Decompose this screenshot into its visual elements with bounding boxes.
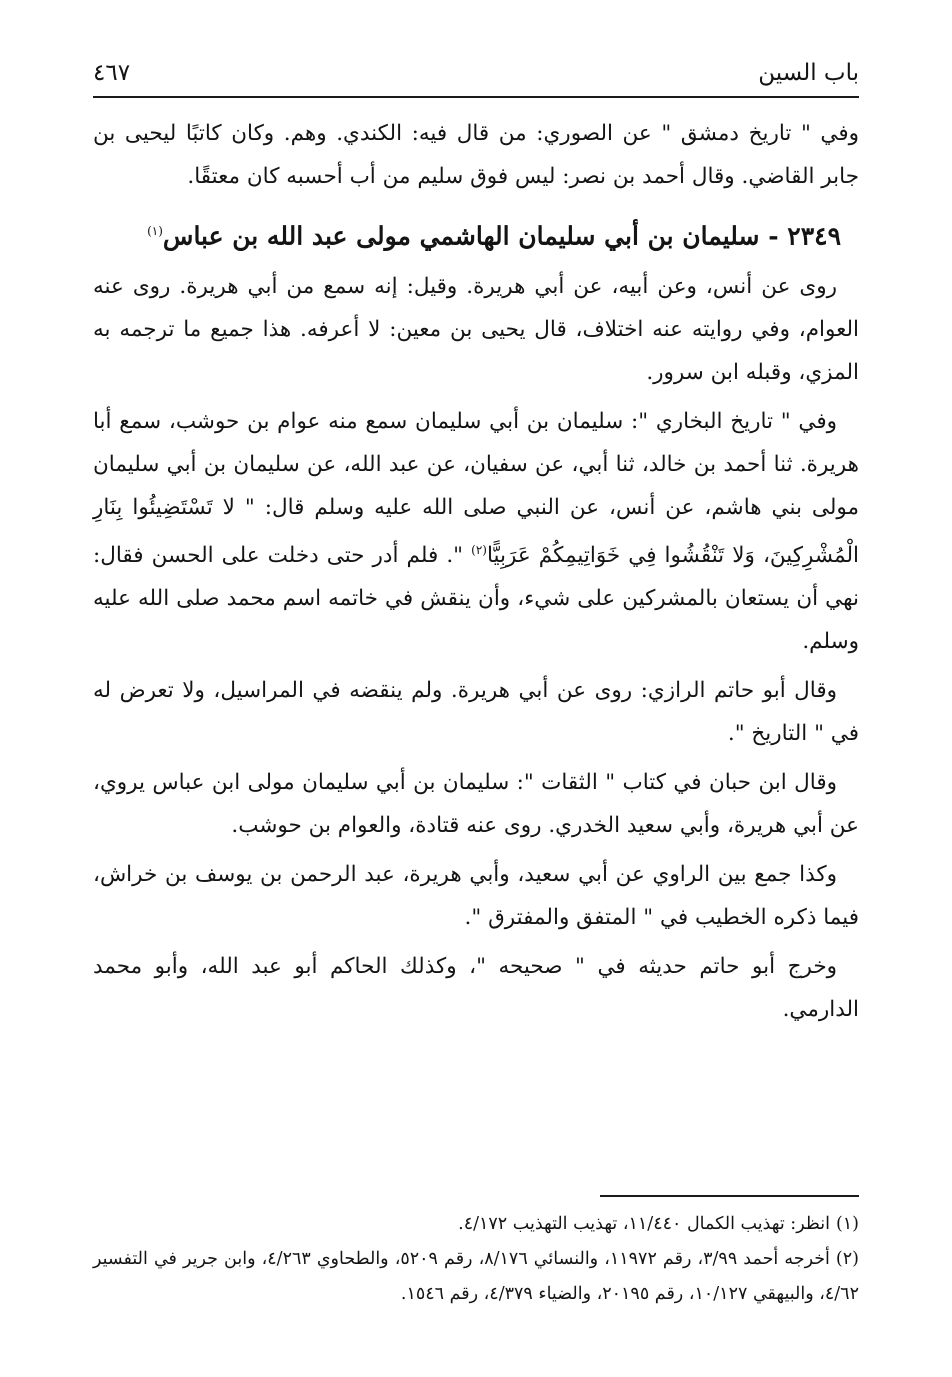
paragraph-1: روى عن أنس، وعن أبيه، عن أبي هريرة. وقيل: إنه سمع من أبي هريرة. روى عنه العوام، وفي روايته عنه اختلاف، قال يحيى بن معين: لا أعرفه. هذا جميع ما ترجمه به المزي، وقبله ابن سرور. — [93, 274, 859, 386]
entry-heading-text: ٢٣٤٩ - سليمان بن أبي سليمان الهاشمي مولى عبد الله بن عباس — [162, 221, 841, 251]
page-number: ٤٦٧ — [93, 60, 131, 86]
running-title: باب السين — [758, 60, 859, 86]
main-text — [93, 112, 859, 1037]
paragraph-2-part-a: وفي " تاريخ البخاري ": سليمان بن أبي سليمان سمع منه عوام بن حوشب، سمع أبا هريرة. ثنا أحمد بن خالد، ثنا أبي، عن سفيان، عن عبد الله، عن سليمان بن أبي سليمان مولى بني هاشم، عن أنس، عن النبي صلى الله عليه وسلم قال: " لا تَسْتَضِيئُوا بِنَارِ الْمُشْرِكِينَ، وَلا تَنْقُشُوا فِي خَوَاتِيمِكُمْ عَرَبِيًّا — [93, 409, 859, 569]
page-header — [93, 56, 859, 98]
footnote-2-text: أخرجه أحمد ٣/٩٩، رقم ١١٩٧٢، والنسائي ٨/١٧٦، رقم ٥٢٠٩، والطحاوي ٤/٢٦٣، وابن جرير في التفسير ٤/٦٢، والبيهقي ١٠/١٢٧، رقم ٢٠١٩٥، والضياء ٤/٣٧٩، رقم ١٥٤٦. — [93, 1249, 859, 1304]
paragraph-2 — [93, 400, 859, 663]
paragraph-intro: وفي " تاريخ دمشق " عن الصوري: من قال فيه: الكندي. وهم. وكان كاتبًا ليحيى بن جابر القاضي. وقال أحمد بن نصر: ليس فوق سليم من أب أحسبه كان معتقًا. — [93, 121, 859, 189]
footnote-1-text: انظر: تهذيب الكمال ١١/٤٤٠، تهذيب التهذيب ٤/١٧٢. — [458, 1214, 830, 1234]
footnote-1 — [93, 1207, 859, 1242]
entry-heading — [93, 204, 859, 263]
footnote-1-number: (١) — [835, 1214, 859, 1234]
footnote-ref-1: (١) — [147, 224, 163, 238]
paragraph-4: وقال ابن حبان في كتاب " الثقات ": سليمان بن أبي سليمان مولى ابن عباس يروي، عن أبي هريرة، وأبي سعيد الخدري. روى عنه قتادة، والعوام بن حوشب. — [93, 770, 859, 839]
footnote-ref-2: (٢) — [471, 543, 487, 558]
footnotes-divider — [600, 1195, 859, 1197]
paragraph-3: وقال أبو حاتم الرازي: روى عن أبي هريرة. ولم ينقضه في المراسيل، ولا تعرض له في " التاريخ ". — [93, 678, 859, 747]
paragraph-6: وخرج أبو حاتم حديثه في " صحيحه "، وكذلك الحاكم أبو عبد الله، وأبو محمد الدارمي. — [93, 954, 859, 1023]
paragraph-2-part-b: ". فلم أدر حتى دخلت على الحسن فقال: نهي أن يستعان بالمشركين على شيء، وأن ينقش في خاتمه اسم محمد صلى الله عليه وسلم. — [93, 543, 859, 655]
footnotes — [93, 1207, 859, 1312]
footnote-2 — [93, 1242, 859, 1312]
footnote-2-number: (٢) — [835, 1249, 859, 1269]
paragraph-5: وكذا جمع بين الراوي عن أبي سعيد، وأبي هريرة، عبد الرحمن بن يوسف بن خراش، فيما ذكره الخطيب في " المتفق والمفترق ". — [93, 862, 859, 931]
